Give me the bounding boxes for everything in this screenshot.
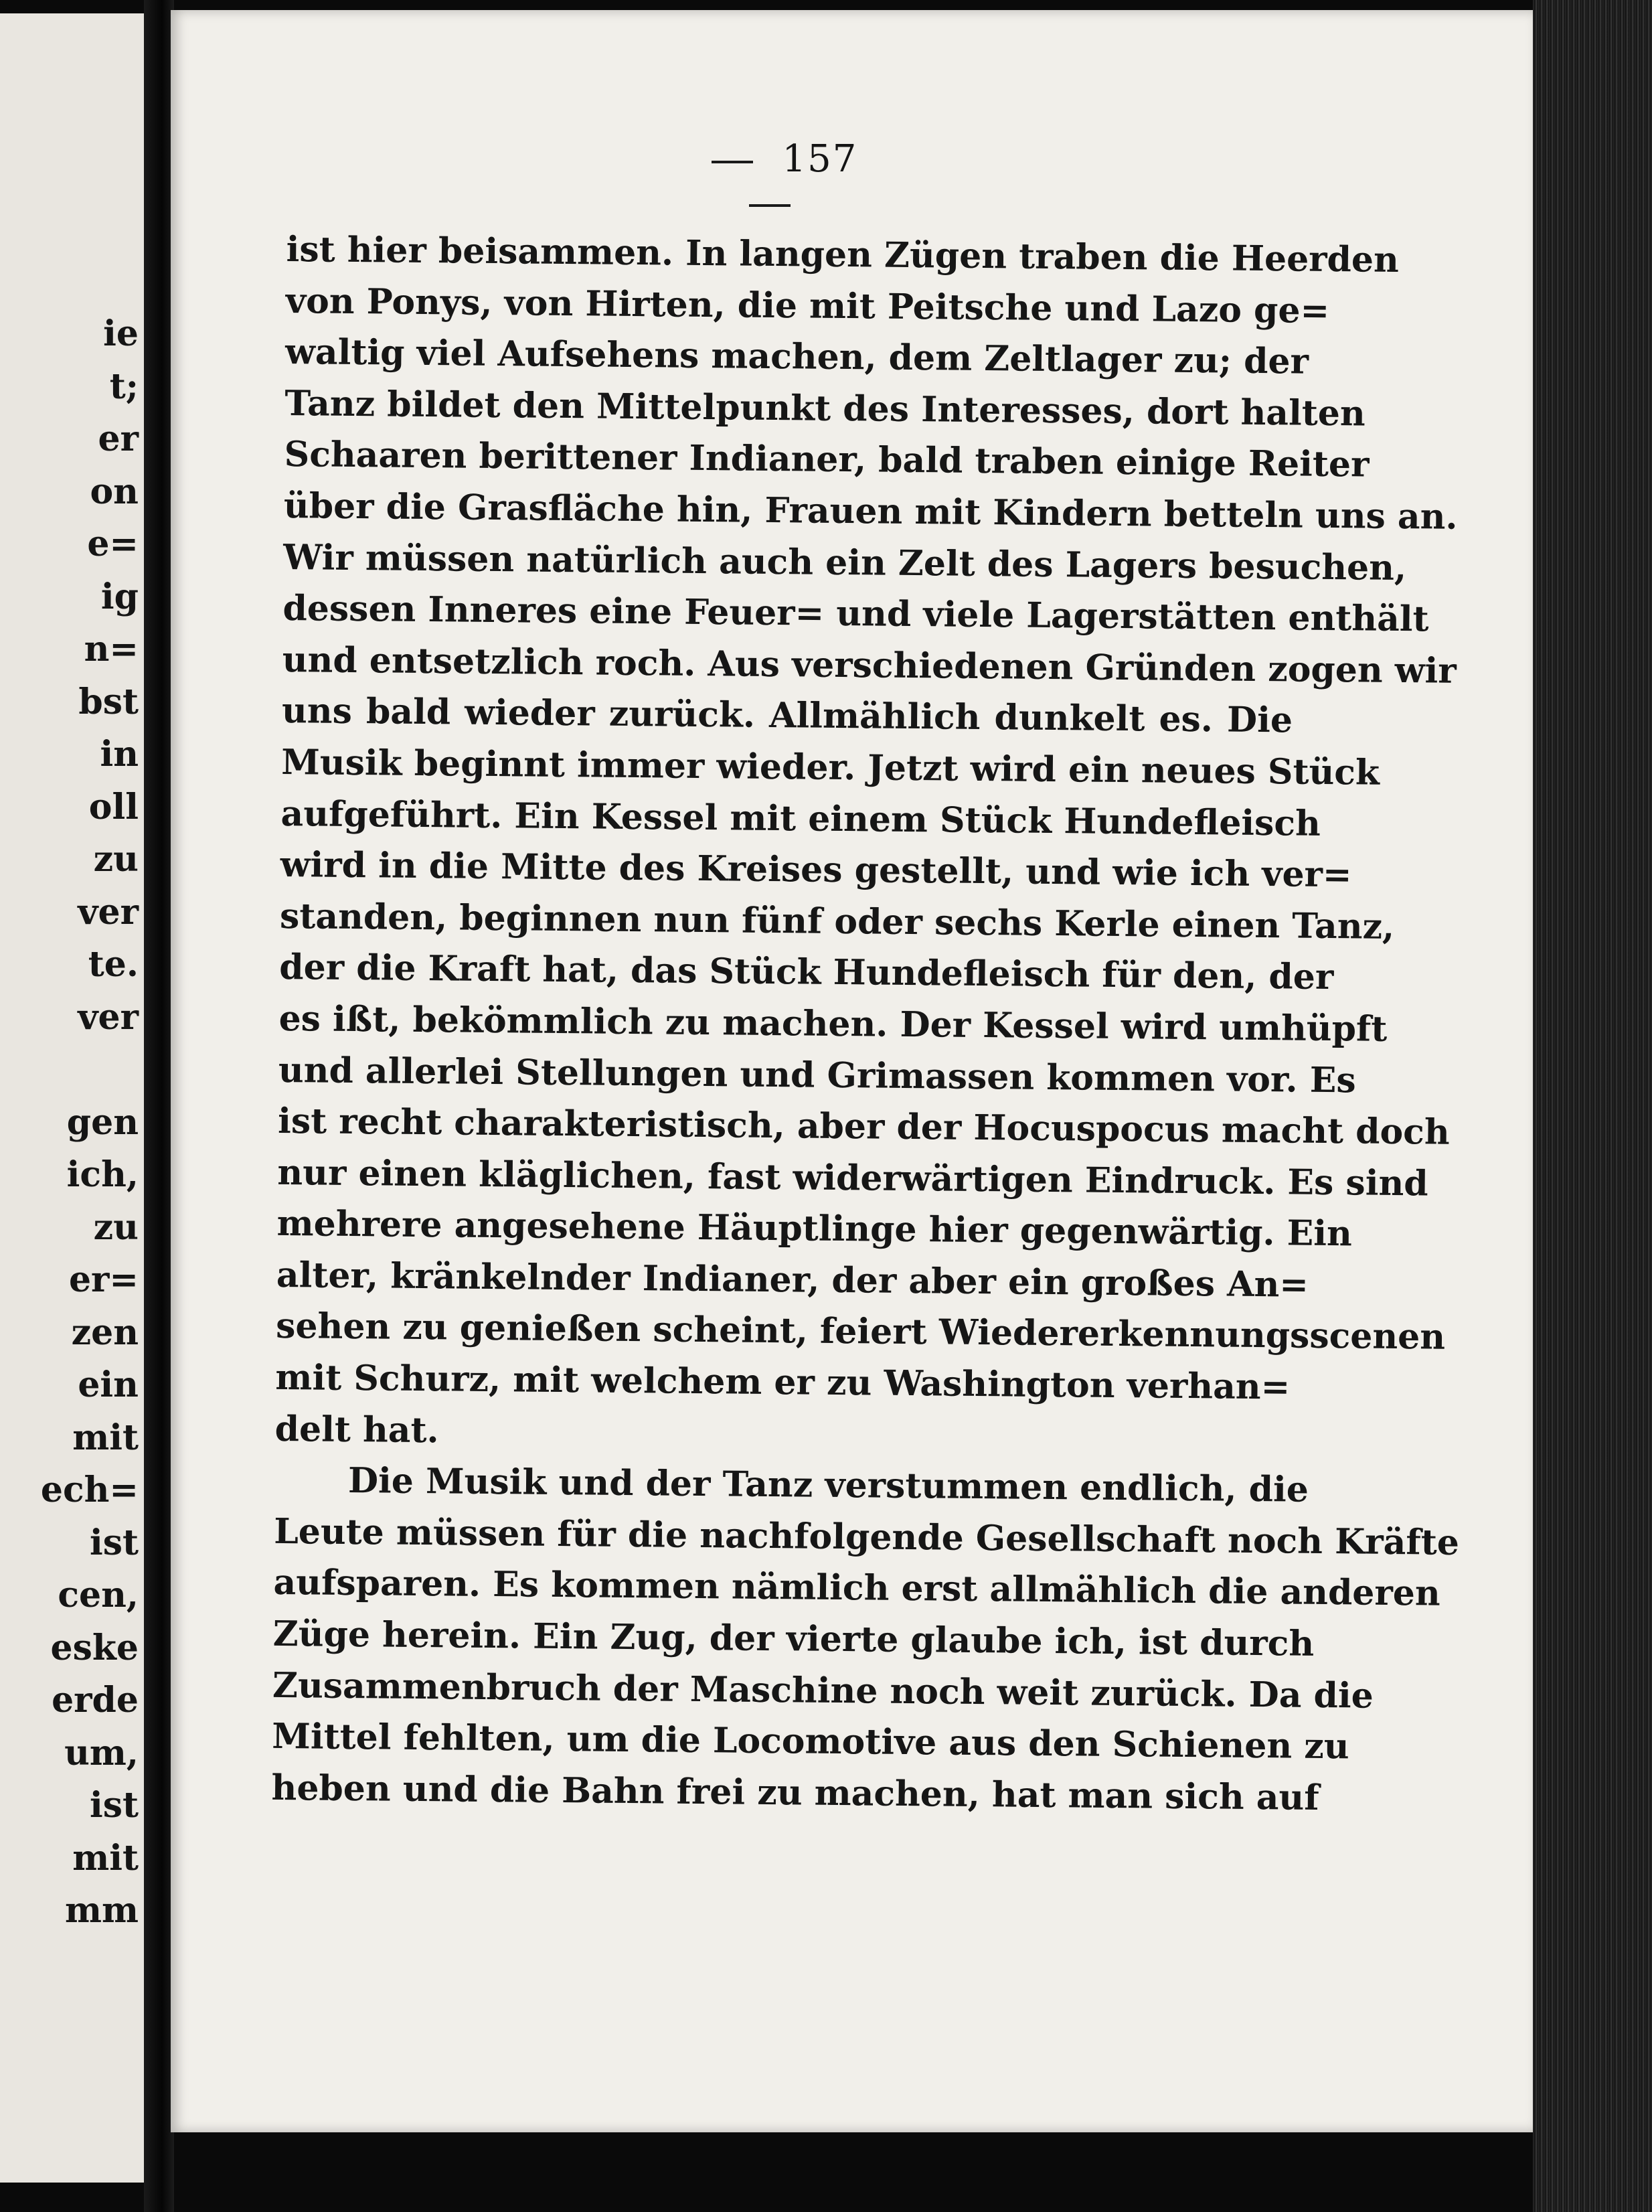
text-line: Leute müssen für die nachfolgende Gesellschaft noch Kräfte bbox=[273, 1510, 1460, 1563]
paragraph bbox=[274, 224, 1458, 1465]
left-line-end: bst bbox=[78, 681, 139, 722]
book-gutter bbox=[144, 0, 174, 2212]
text-line: delt hat. bbox=[274, 1408, 439, 1451]
text-line: Die Musik und der Tanz verstummen endlich, die bbox=[347, 1460, 1309, 1510]
left-line-end: zu bbox=[93, 1206, 139, 1248]
text-line: uns bald wieder zurück. Allmählich dunkelt es. Die bbox=[281, 690, 1293, 741]
text-line: über die Grasfläche hin, Frauen mit Kindern betteln uns an. bbox=[283, 485, 1458, 538]
page-number-header bbox=[636, 137, 904, 224]
left-line-end: ich, bbox=[66, 1154, 139, 1195]
text-line: aufgeführt. Ein Kessel mit einem Stück Hundefleisch bbox=[280, 793, 1321, 844]
text-line: waltig viel Aufsehens machen, dem Zeltlager zu; der bbox=[284, 331, 1309, 382]
left-line-end: zen bbox=[71, 1312, 139, 1353]
text-line: der die Kraft hat, das Stück Hundefleisch für den, der bbox=[279, 947, 1334, 998]
text-line: wird in die Mitte des Kreises gestellt, und wie ich ver= bbox=[280, 844, 1352, 896]
left-line-end: er= bbox=[68, 1259, 139, 1300]
text-line: alter, kränkelnder Indianer, der aber ein großes An= bbox=[276, 1254, 1309, 1306]
left-line-end: um, bbox=[64, 1732, 139, 1773]
text-line: Musik beginnt immer wieder. Jetzt wird ein neues Stück bbox=[280, 741, 1380, 793]
left-line-end: ver bbox=[78, 996, 139, 1038]
left-line-end: ver bbox=[78, 891, 139, 933]
left-line-end: ein bbox=[78, 1364, 139, 1405]
text-line: nur einen kläglichen, fast widerwärtigen Eindruck. Es sind bbox=[277, 1152, 1428, 1204]
text-line: aufsparen. Es kommen nämlich erst allmählich die anderen bbox=[273, 1562, 1441, 1615]
text-line: standen, beginnen nun fünf oder sechs Kerle einen Tanz, bbox=[279, 895, 1395, 947]
text-line: und allerlei Stellungen und Grimassen kommen vor. Es bbox=[278, 1049, 1356, 1101]
text-line: Schaaren berittener Indianer, bald traben einige Reiter bbox=[284, 434, 1370, 485]
text-line: und entsetzlich roch. Aus verschiedenen Gründen zogen wir bbox=[282, 639, 1457, 692]
left-line-end: gen bbox=[66, 1101, 139, 1143]
left-line-end bbox=[41, 1044, 139, 1097]
text-line: von Ponys, von Hirten, die mit Peitsche und Lazo ge= bbox=[285, 280, 1330, 331]
text-line: heben und die Bahn frei zu machen, hat man sich auf bbox=[271, 1767, 1319, 1818]
left-line-end: on bbox=[90, 471, 139, 512]
left-page-fragment bbox=[0, 13, 144, 2183]
text-line: Tanz bildet den Mittelpunkt des Interesses, dort halten bbox=[284, 382, 1366, 434]
text-line: sehen zu genießen scheint, feiert Wiedererkennungsscenen bbox=[275, 1306, 1446, 1358]
text-line: es ißt, bekömmlich zu machen. Der Kessel wird umhüpft bbox=[278, 998, 1388, 1050]
text-line: Mittel fehlten, um die Locomotive aus den Schienen zu bbox=[272, 1716, 1349, 1767]
text-line: mit Schurz, mit welchem er zu Washington verhan= bbox=[275, 1356, 1291, 1408]
left-line-end: ist bbox=[89, 1522, 139, 1563]
left-line-end: te. bbox=[88, 944, 139, 985]
left-line-end: ig bbox=[100, 576, 139, 617]
left-page-line-ends bbox=[41, 308, 139, 1938]
left-line-end: e= bbox=[87, 524, 139, 564]
left-line-end: cen, bbox=[58, 1575, 139, 1615]
header-dash-right bbox=[749, 204, 791, 207]
page-number: 157 bbox=[782, 137, 858, 181]
text-line: Wir müssen natürlich auch ein Zelt des Lagers besuchen, bbox=[282, 536, 1407, 588]
left-line-end: mit bbox=[72, 1837, 139, 1879]
left-line-end: ech= bbox=[40, 1470, 139, 1510]
left-line-end: oll bbox=[88, 786, 139, 827]
left-line-end: erde bbox=[52, 1680, 139, 1721]
text-line: ist hier beisammen. In langen Zügen traben die Heerden bbox=[286, 228, 1400, 281]
left-line-end: n= bbox=[84, 629, 139, 669]
body-text bbox=[271, 224, 1460, 1824]
text-line: Zusammenbruch der Maschine noch weit zurück. Da die bbox=[272, 1664, 1374, 1717]
left-line-end: eske bbox=[50, 1627, 139, 1668]
left-line-end: mm bbox=[64, 1890, 139, 1931]
left-line-end: mit bbox=[72, 1417, 139, 1458]
text-line: Züge herein. Ein Zug, der vierte glaube ich, ist durch bbox=[272, 1613, 1315, 1664]
page-edges bbox=[1533, 0, 1652, 2212]
left-line-end: t; bbox=[109, 366, 139, 407]
paragraph bbox=[271, 1455, 1460, 1824]
text-line: ist recht charakteristisch, aber der Hocuspocus macht doch bbox=[277, 1101, 1450, 1153]
left-line-end: ist bbox=[89, 1785, 139, 1826]
left-line-end: er bbox=[98, 418, 139, 459]
left-line-end: ie bbox=[103, 313, 139, 354]
left-line-end: zu bbox=[93, 839, 139, 880]
left-line-end: in bbox=[100, 734, 139, 775]
text-line: dessen Inneres eine Feuer= und viele Lagerstätten enthält bbox=[282, 588, 1429, 640]
header-dash-left bbox=[712, 161, 753, 163]
text-line: mehrere angesehene Häuptlinge hier gegenwärtig. Ein bbox=[276, 1203, 1353, 1255]
